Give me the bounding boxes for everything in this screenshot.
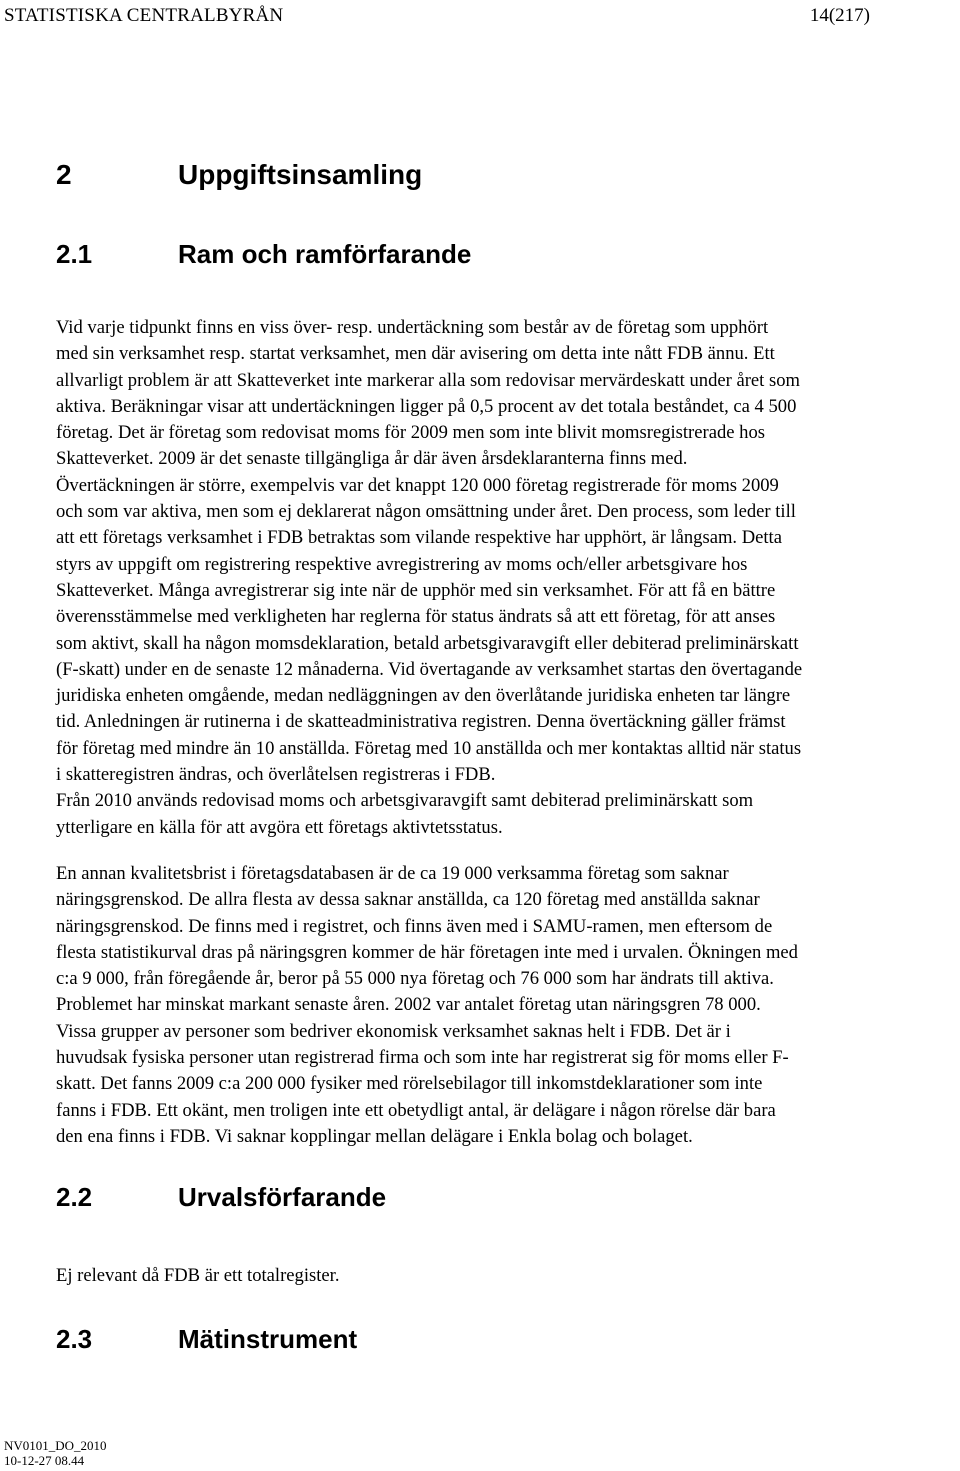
text-line: Vid varje tidpunkt finns en viss över- resp. undertäckning som består av de företag som upphört xyxy=(56,317,769,338)
text-line: (F-skatt) under en de senaste 12 månaderna. Vid övertagande av verksamhet startas den övertagande xyxy=(56,658,803,680)
text-line: Övertäckningen är större, exempelvis var det knappt 120 000 företag registrerade för moms 2009 xyxy=(56,474,779,496)
text-line: flesta statistikurval dras på näringsgren kommer de här företagen inte med i urvalen. Ökningen med xyxy=(56,941,798,963)
heading-section-2-3 xyxy=(56,1323,357,1355)
text-line: Problemet har minskat markant senaste åren. 2002 var antalet företag utan näringsgren 78 000. xyxy=(56,994,761,1016)
paragraph-quality xyxy=(56,861,958,1150)
heading-section-2 xyxy=(56,158,422,192)
heading-number: 2.1 xyxy=(56,239,93,269)
text-line: och som var aktiva, men som ej deklarerat någon omsättning under året. Den process, som leder till xyxy=(56,501,796,523)
text-line: företag. Det är företag som redovisat moms för 2009 men som inte blivit momsregistrerade hos xyxy=(56,422,765,444)
running-header xyxy=(0,4,870,28)
heading-section-2-2 xyxy=(56,1181,386,1213)
page-footer xyxy=(4,1438,107,1468)
organization-name: STATISTISKA CENTRALBYRÅN xyxy=(4,5,284,26)
text-line: tid. Anledningen är rutinerna i de skatteadministrativa registren. Denna övertäckning gäller främst xyxy=(56,711,786,733)
text-line: allvarligt problem är att Skatteverket inte markerar alla som redovisar mervärdeskatt under året som xyxy=(56,369,800,391)
heading-title: Urvalsförfarande xyxy=(178,1182,387,1212)
heading-title: Uppgiftsinsamling xyxy=(178,159,423,190)
document-date: 10-12-27 08.44 xyxy=(4,1453,85,1468)
page-number: 14(217) xyxy=(809,5,870,26)
text-line: näringsgrenskod. De finns med i registret, och finns även med i SAMU-ramen, men eftersom de xyxy=(56,915,773,937)
text-line: Ej relevant då FDB är ett totalregister. xyxy=(56,1265,340,1286)
paragraph-coverage xyxy=(56,315,958,841)
text-line: Vissa grupper av personer som bedriver ekonomisk verksamhet saknas helt i FDB. Det är i xyxy=(56,1020,731,1042)
text-line: att ett företags verksamhet i FDB betraktas som vilande respektive har upphört, är långsam. Detta xyxy=(56,527,782,549)
text-line: fanns i FDB. Ett okänt, men troligen inte ett obetydligt antal, är delägare i någon rörelse där bara xyxy=(56,1099,776,1121)
paragraph-sampling xyxy=(56,1263,958,1289)
text-line: överensstämmelse med verkligheten har reglerna för status ändrats så att ett företag, för att anses xyxy=(56,606,776,628)
text-line: En annan kvalitetsbrist i företagsdatabasen är de ca 19 000 verksamma företag som saknar xyxy=(56,863,729,884)
heading-number: 2.2 xyxy=(56,1182,93,1212)
text-line: juridiska enheten omgående, medan nedläggningen av den överlåtande juridiska enheten tar längre xyxy=(56,685,791,707)
text-line: den ena finns i FDB. Vi saknar kopplingar mellan delägare i Enkla bolag och bolaget. xyxy=(56,1125,693,1147)
text-line: i skatteregistren ändras, och överlåtelsen registreras i FDB. xyxy=(56,764,496,786)
heading-section-2-1 xyxy=(56,238,471,270)
text-line: huvudsak fysiska personer utan registrerad firma och som inte har registrerat sig för moms eller F- xyxy=(56,1047,789,1069)
text-line: skatt. Det fanns 2009 c:a 200 000 fysiker med rörelsebilagor till inkomstdeklarationer som inte xyxy=(56,1073,763,1095)
heading-number: 2 xyxy=(56,159,72,190)
text-line: som aktivt, skall ha någon momsdeklaration, betald arbetsgivaravgift eller debiterad preliminärskatt xyxy=(56,632,799,654)
text-line: Från 2010 används redovisad moms och arbetsgivaravgift samt debiterad preliminärskatt som xyxy=(56,790,754,812)
text-line: med sin verksamhet resp. startat verksamhet, men där avisering om detta inte nått FDB ännu. Ett xyxy=(56,343,775,365)
text-line: näringsgrenskod. De allra flesta av dessa saknar anställda, ca 120 företag med anställda saknar xyxy=(56,889,760,911)
document-id: NV0101_DO_2010 xyxy=(4,1438,107,1453)
text-line: styrs av uppgift om registrering respektive avregistrering av moms och/eller arbetsgivare hos xyxy=(56,553,748,575)
text-line: för företag med mindre än 10 anställda. Företag med 10 anställda och mer kontaktas alltid när status xyxy=(56,737,802,759)
heading-title: Ram och ramförfarande xyxy=(178,239,472,269)
text-line: Skatteverket. Många avregistrerar sig inte när de upphör med sin verksamhet. För att få en bättre xyxy=(56,579,776,601)
heading-title: Mätinstrument xyxy=(178,1324,358,1354)
heading-number: 2.3 xyxy=(56,1324,93,1354)
text-line: aktiva. Beräkningar visar att undertäckningen ligger på 0,5 procent av det totala beståndet, ca 4 500 xyxy=(56,395,797,417)
text-line: Skatteverket. 2009 är det senaste tillgängliga år där även årsdeklaranterna finns med. xyxy=(56,448,688,470)
text-line: c:a 9 000, från föregående år, beror på 55 000 nya företag och 76 000 som har ändrats till aktiva. xyxy=(56,968,774,990)
text-line: ytterligare en källa för att avgöra ett företags aktivtetsstatus. xyxy=(56,816,503,838)
